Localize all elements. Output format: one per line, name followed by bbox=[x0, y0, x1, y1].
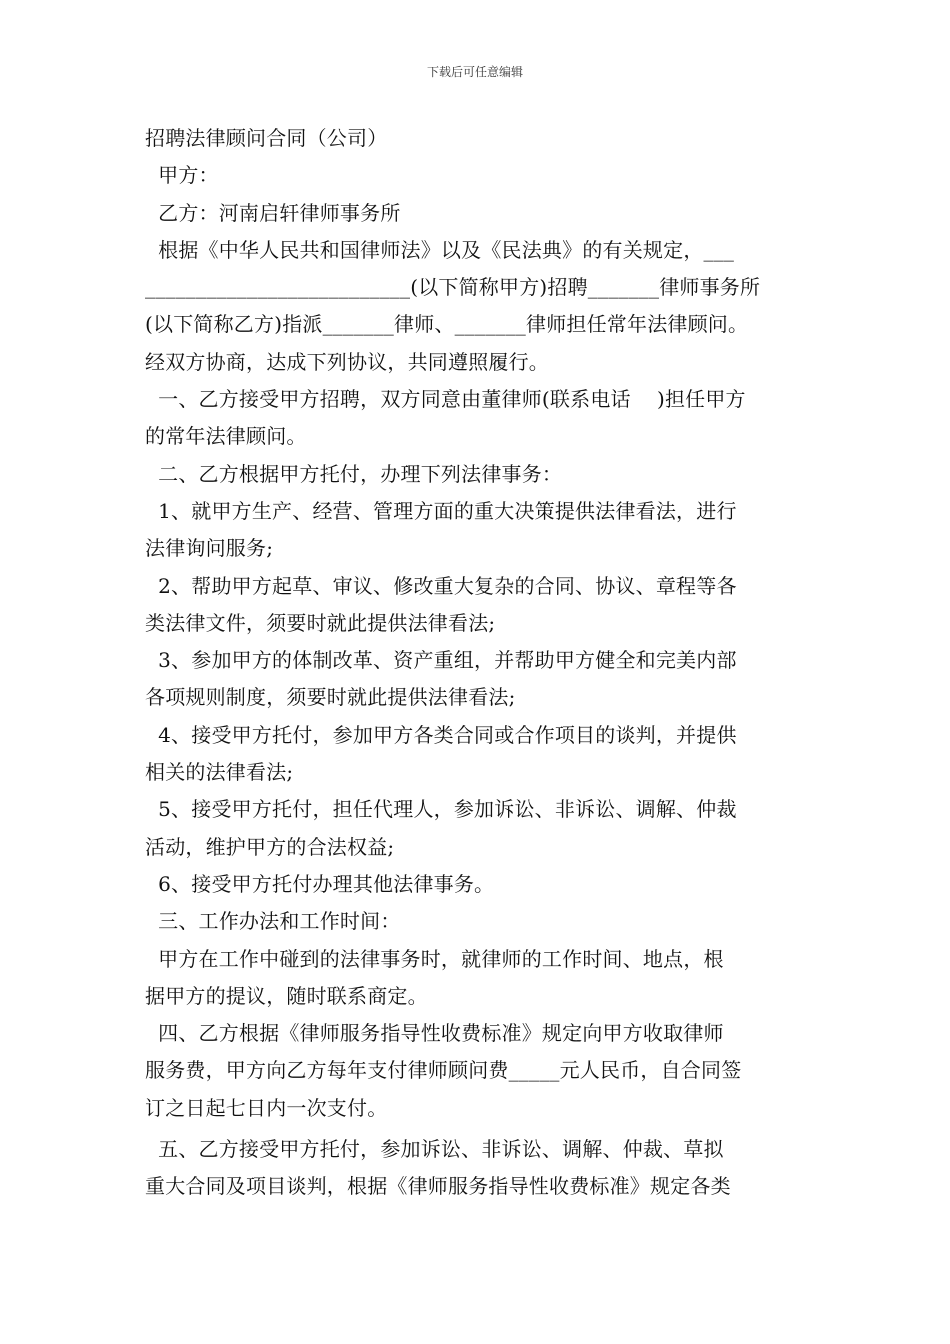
party-a-line: 甲方： bbox=[145, 163, 219, 188]
text-line: __________________________(以下简称甲方)招聘_______律师事务所 bbox=[145, 275, 761, 300]
party-b-line: 乙方：河南启轩律师事务所 bbox=[145, 200, 401, 225]
text-line: 订之日起七日内一次支付。 bbox=[145, 1095, 388, 1120]
text-line: 类法律文件，须要时就此提供法律看法; bbox=[145, 610, 496, 635]
text-line: 3、参加甲方的体制改革、资产重组，并帮助甲方健全和完美内部 bbox=[145, 648, 737, 673]
text-line: 根据《中华人民共和国律师法》以及《民法典》的有关规定，___ bbox=[145, 237, 735, 262]
text-line: 服务费，甲方向乙方每年支付律师顾问费_____元人民币，自合同签 bbox=[145, 1058, 742, 1083]
text-line: 甲方在工作中碰到的法律事务时，就律师的工作时间、地点，根 bbox=[145, 946, 724, 971]
text-line: 五、乙方接受甲方托付，参加诉讼、非诉讼、调解、仲裁、草拟 bbox=[145, 1137, 724, 1162]
text-line: 四、乙方根据《律师服务指导性收费标准》规定向甲方收取律师 bbox=[145, 1021, 724, 1046]
text-line: 经双方协商，达成下列协议，共同遵照履行。 bbox=[145, 349, 549, 374]
text-line: 各项规则制度，须要时就此提供法律看法; bbox=[145, 685, 516, 710]
document-title: 招聘法律顾问合同（公司） bbox=[145, 126, 388, 150]
text-line: 活动，维护甲方的合法权益; bbox=[145, 834, 395, 859]
text-line: 重大合同及项目谈判，根据《律师服务指导性收费标准》规定各类 bbox=[145, 1174, 731, 1199]
text-line: 6、接受甲方托付办理其他法律事务。 bbox=[145, 871, 495, 896]
text-line: 据甲方的提议，随时联系商定。 bbox=[145, 983, 428, 1008]
text-line: 的常年法律顾问。 bbox=[145, 424, 307, 449]
text-line: 法律询问服务; bbox=[145, 536, 274, 561]
text-line: 三、工作办法和工作时间： bbox=[145, 909, 401, 934]
text-line: 2、帮助甲方起草、审议、修改重大复杂的合同、协议、章程等各 bbox=[145, 573, 737, 598]
text-line: 5、接受甲方托付，担任代理人，参加诉讼、非诉讼、调解、仲裁 bbox=[145, 797, 737, 822]
text-line: (以下简称乙方)指派_______律师、_______律师担任常年法律顾问。 bbox=[145, 312, 749, 337]
text-line: 二、乙方根据甲方托付，办理下列法律事务： bbox=[145, 461, 563, 486]
page-header: 下载后可任意编辑 bbox=[426, 65, 523, 79]
text-line: 相关的法律看法; bbox=[145, 760, 294, 785]
text-line: 一、乙方接受甲方招聘，双方同意由董律师(联系电话 )担任甲方 bbox=[145, 387, 746, 412]
text-line: 4、接受甲方托付，参加甲方各类合同或合作项目的谈判，并提供 bbox=[145, 722, 737, 747]
document-body bbox=[145, 120, 810, 1206]
text-line: 1、就甲方生产、经营、管理方面的重大决策提供法律看法，进行 bbox=[145, 498, 737, 523]
